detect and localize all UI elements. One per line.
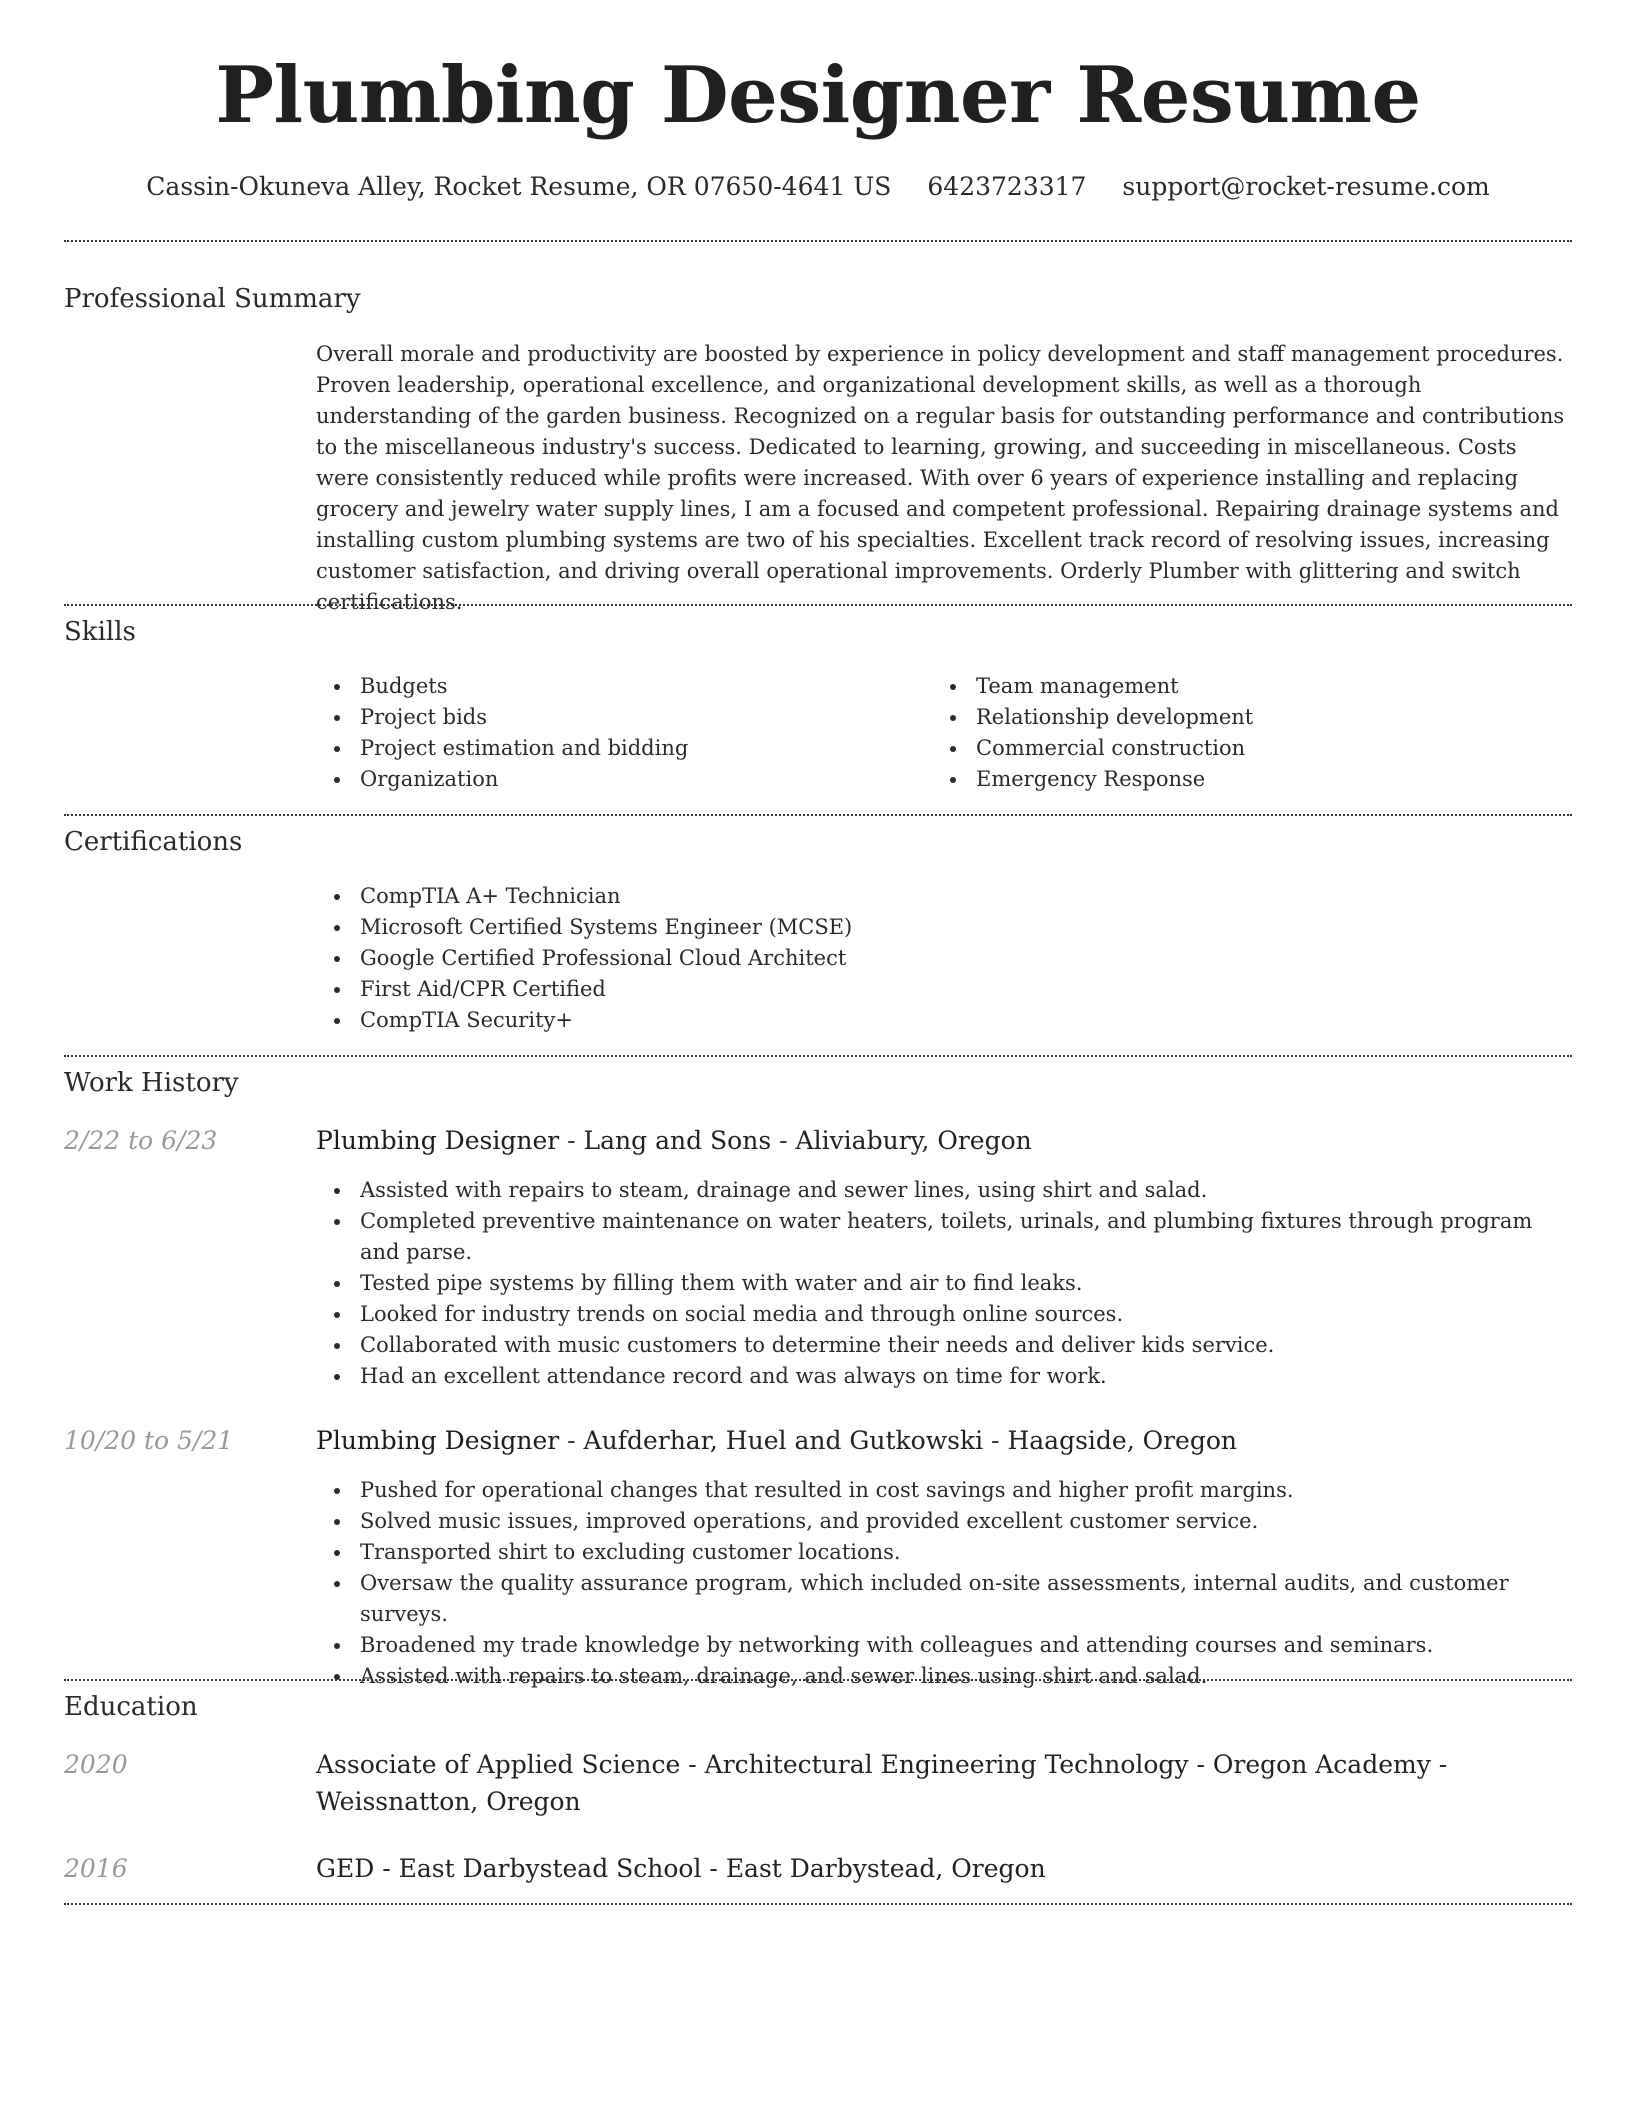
skill-item: Budgets <box>316 671 932 702</box>
contact-address: Cassin-Okuneva Alley, Rocket Resume, OR 07650-4641 US <box>146 172 892 201</box>
separator: - <box>983 1426 1008 1455</box>
divider <box>64 240 1572 242</box>
separator: - <box>680 1750 705 1779</box>
certification-item: CompTIA A+ Technician <box>316 881 1572 912</box>
divider <box>64 1903 1572 1905</box>
job-bullet: Had an excellent attendance record and was always on time for work. <box>316 1361 1572 1392</box>
certification-item: First Aid/CPR Certified <box>316 974 1572 1005</box>
education-field: Architectural Engineering Technology <box>704 1750 1189 1779</box>
job-heading <box>316 1422 1572 1459</box>
education-heading <box>316 1850 1572 1887</box>
job-company: Aufderhar, Huel and Gutkowski <box>583 1426 984 1455</box>
skill-item: Project estimation and bidding <box>316 733 932 764</box>
education-location: East Darbystead, Oregon <box>725 1854 1046 1883</box>
job-bullets <box>316 1475 1572 1692</box>
skills-column-right <box>932 671 1548 795</box>
contact-email: support@rocket-resume.com <box>1122 172 1490 201</box>
education-school: East Darbystead School <box>398 1854 702 1883</box>
resume-page <box>64 0 1572 2112</box>
skills-list <box>316 671 1572 795</box>
contact-phone: 6423723317 <box>927 172 1087 201</box>
divider <box>64 604 1572 606</box>
education-heading <box>316 1746 1572 1820</box>
job-bullet: Assisted with repairs to steam, drainage, and sewer lines using shirt and salad. <box>316 1661 1572 1692</box>
summary-text: Overall morale and productivity are boosted by experience in policy development and staff management procedures. Proven leadership, operational excellence, and organizational development skills, as well as a thorough understanding of the garden business. Recognized on a regular basis for outstanding performance and contributions to the miscellaneous industry's success. Dedicated to learning, growing, and succeeding in miscellaneous. Costs were consistently reduced while profits were increased. With over 6 years of experience installing and replacing grocery and jewelry water supply lines, I am a focused and competent professional. Repairing drainage systems and installing custom plumbing systems are two of his specialties. Excellent track record of resolving issues, increasing customer satisfaction, and driving overall operational improvements. Orderly Plumber with glittering and switch certifications. <box>316 342 1565 614</box>
job-bullet: Tested pipe systems by filling them with water and air to find leaks. <box>316 1268 1572 1299</box>
skill-item: Emergency Response <box>932 764 1548 795</box>
separator: - <box>1188 1750 1213 1779</box>
job-dates: 10/20 to 5/21 <box>64 1426 234 1455</box>
job-bullet: Looked for industry trends on social media and through online sources. <box>316 1299 1572 1330</box>
skills-column-left <box>316 671 932 795</box>
job-location: Haagside, Oregon <box>1007 1426 1237 1455</box>
job-location: Aliviabury, Oregon <box>795 1126 1032 1155</box>
skill-item: Team management <box>932 671 1548 702</box>
job-bullet: Oversaw the quality assurance program, which included on-site assessments, internal audits, and customer surveys. <box>316 1568 1572 1630</box>
separator: - <box>701 1854 726 1883</box>
separator: - <box>374 1854 399 1883</box>
job-dates: 2/22 to 6/23 <box>64 1126 218 1155</box>
certifications-list <box>316 881 1572 1036</box>
section-title-skills: Skills <box>64 617 136 647</box>
education-degree: GED <box>316 1854 375 1883</box>
certification-item: Microsoft Certified Systems Engineer (MCSE) <box>316 912 1572 943</box>
skill-item: Commercial construction <box>932 733 1548 764</box>
section-title-education: Education <box>64 1692 198 1722</box>
job-bullet: Transported shirt to excluding customer locations. <box>316 1537 1572 1568</box>
separator: - <box>559 1126 584 1155</box>
section-title-work: Work History <box>64 1068 239 1098</box>
separator: - <box>559 1426 584 1455</box>
separator: - <box>771 1126 796 1155</box>
divider <box>64 1055 1572 1057</box>
job-bullet: Completed preventive maintenance on water heaters, toilets, urinals, and plumbing fixtures through program and parse. <box>316 1206 1572 1268</box>
education-year: 2020 <box>64 1750 128 1779</box>
section-title-certifications: Certifications <box>64 827 243 857</box>
skill-item: Relationship development <box>932 702 1548 733</box>
skill-item: Organization <box>316 764 932 795</box>
resume-title: Plumbing Designer Resume <box>215 50 1421 141</box>
job-bullet: Broadened my trade knowledge by networking with colleagues and attending courses and seminars. <box>316 1630 1572 1661</box>
contact-line <box>64 172 1572 201</box>
section-title-summary: Professional Summary <box>64 284 361 314</box>
job-role: Plumbing Designer <box>316 1126 560 1155</box>
job-bullet: Assisted with repairs to steam, drainage and sewer lines, using shirt and salad. <box>316 1175 1572 1206</box>
job-heading <box>316 1122 1572 1159</box>
job-bullets <box>316 1175 1572 1392</box>
job-company: Lang and Sons <box>583 1126 772 1155</box>
job-bullet: Pushed for operational changes that resulted in cost savings and higher profit margins. <box>316 1475 1572 1506</box>
education-school: Oregon Academy <box>1212 1750 1431 1779</box>
certification-item: CompTIA Security+ <box>316 1005 1572 1036</box>
education-location: Weissnatton, Oregon <box>316 1787 581 1816</box>
skill-item: Project bids <box>316 702 932 733</box>
separator: - <box>1430 1750 1448 1779</box>
divider <box>64 814 1572 816</box>
job-bullet: Solved music issues, improved operations, and provided excellent customer service. <box>316 1506 1572 1537</box>
job-bullet: Collaborated with music customers to determine their needs and deliver kids service. <box>316 1330 1572 1361</box>
education-year: 2016 <box>64 1854 128 1883</box>
divider <box>64 1679 1572 1681</box>
education-degree: Associate of Applied Science <box>316 1750 681 1779</box>
job-role: Plumbing Designer <box>316 1426 560 1455</box>
certification-item: Google Certified Professional Cloud Architect <box>316 943 1572 974</box>
